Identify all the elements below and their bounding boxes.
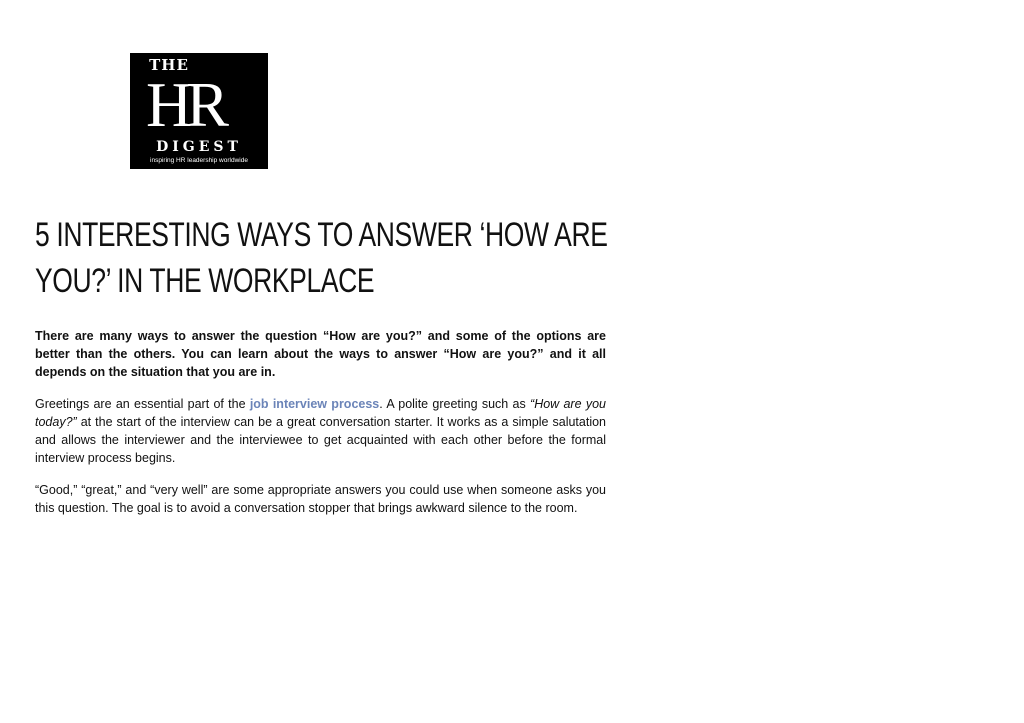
- site-logo[interactable]: [130, 53, 268, 169]
- logo-hr-mark: HR: [146, 69, 223, 140]
- logo-tagline: inspiring HR leadership worldwide: [150, 157, 248, 164]
- paragraph-text: . A polite greeting such as: [379, 397, 531, 411]
- quoted-greeting: “How are you today?”: [35, 397, 606, 429]
- article-lead-paragraph: There are many ways to answer the question “How are you?” and some of the options are better than the others. You can learn about the ways to answer “How are you?” and it all depends on the situation that you are in.: [35, 329, 606, 379]
- job-interview-process-link[interactable]: job interview process: [249, 397, 380, 411]
- article-body: [35, 327, 606, 531]
- logo-the-text: THE: [149, 56, 189, 74]
- article-paragraph-1: [35, 395, 606, 467]
- article-paragraph-2: “Good,” “great,” and “very well” are some appropriate answers you could use when someone asks you this question. The goal is to avoid a conversation stopper that brings awkward silence to the room.: [35, 483, 606, 515]
- logo-digest-text: DIGEST: [156, 139, 242, 155]
- article-title: 5 INTERESTING WAYS TO ANSWER ‘HOW ARE YOU?’ IN THE WORKPLACE: [35, 216, 608, 300]
- paragraph-text: at the start of the interview can be a great conversation starter. It works as a simple salutation and allows the interviewer and the interviewee to get acquainted with each other before the formal interview process begins.: [35, 415, 606, 465]
- paragraph-text: Greetings are an essential part of the: [35, 397, 250, 411]
